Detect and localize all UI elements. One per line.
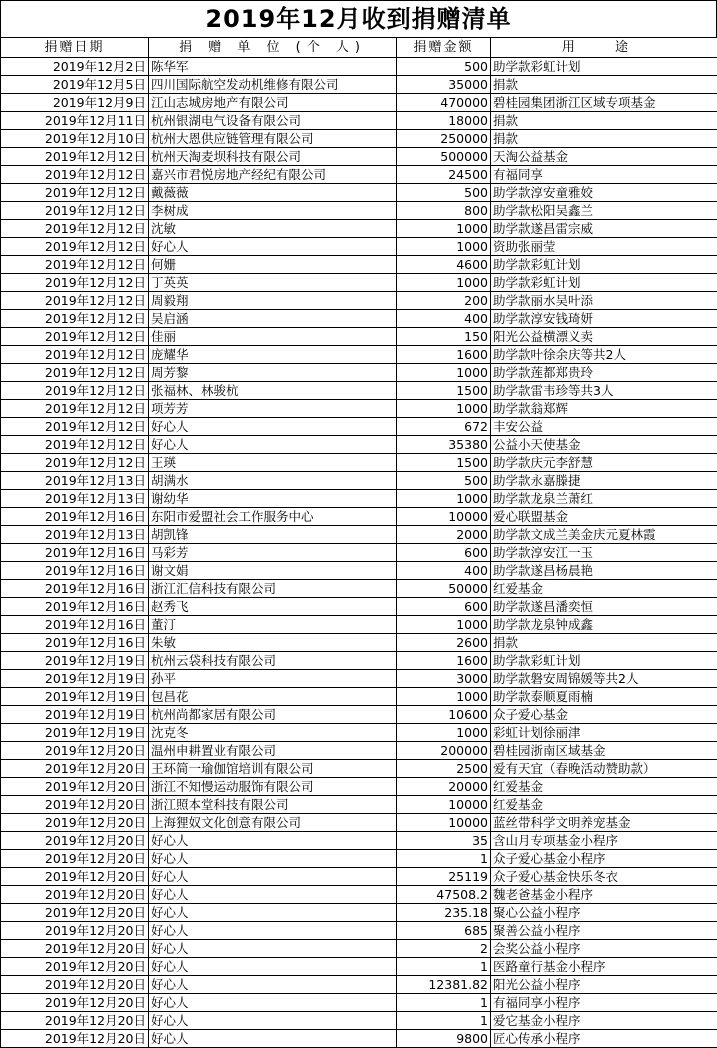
- table-row: [1, 238, 717, 256]
- cell-use[interactable]: 爱有天宜（春晚活动赞助款）: [491, 760, 717, 778]
- cell-amount[interactable]: 600: [397, 598, 491, 616]
- table-row: [1, 886, 717, 904]
- table-row: [1, 580, 717, 598]
- table-row: [1, 76, 717, 94]
- cell-amount[interactable]: 10000: [397, 796, 491, 814]
- cell-use[interactable]: 助学款遂昌杨晨艳: [491, 562, 717, 580]
- cell-donor[interactable]: 吴启涵: [149, 310, 397, 328]
- table-row: [1, 724, 717, 742]
- cell-amount[interactable]: 1000: [397, 616, 491, 634]
- cell-amount[interactable]: 4600: [397, 256, 491, 274]
- cell-amount[interactable]: 400: [397, 562, 491, 580]
- cell-date[interactable]: 2019年12月12日: [1, 418, 149, 436]
- table-row: [1, 202, 717, 220]
- table-row: [1, 1012, 717, 1030]
- table-row: [1, 742, 717, 760]
- cell-donor[interactable]: 好心人: [149, 238, 397, 256]
- cell-donor[interactable]: 胡满水: [149, 472, 397, 490]
- cell-use[interactable]: 彩虹计划徐丽津: [491, 724, 717, 742]
- table-row: [1, 796, 717, 814]
- table-row: [1, 508, 717, 526]
- cell-amount[interactable]: 9800: [397, 1030, 491, 1048]
- cell-date[interactable]: 2019年12月20日: [1, 778, 149, 796]
- cell-donor[interactable]: 周芳黎: [149, 364, 397, 382]
- table-row: [1, 922, 717, 940]
- cell-donor[interactable]: 上海狸奴文化创意有限公司: [149, 814, 397, 832]
- cell-date[interactable]: 2019年12月12日: [1, 292, 149, 310]
- cell-amount[interactable]: 3000: [397, 670, 491, 688]
- table-row: [1, 328, 717, 346]
- cell-use[interactable]: 医路童行基金小程序: [491, 958, 717, 976]
- table-row: [1, 634, 717, 652]
- cell-date[interactable]: 2019年12月12日: [1, 310, 149, 328]
- cell-donor[interactable]: 项芳芳: [149, 400, 397, 418]
- cell-donor[interactable]: 周毅翔: [149, 292, 397, 310]
- cell-donor[interactable]: 好心人: [149, 832, 397, 850]
- cell-amount[interactable]: 200: [397, 292, 491, 310]
- cell-use[interactable]: 蓝丝带科学文明养宠基金: [491, 814, 717, 832]
- table-row: [1, 832, 717, 850]
- cell-donor[interactable]: 赵秀飞: [149, 598, 397, 616]
- cell-use[interactable]: 助学款彩虹计划: [491, 58, 717, 76]
- table-row: [1, 904, 717, 922]
- cell-date[interactable]: 2019年12月12日: [1, 346, 149, 364]
- cell-donor[interactable]: 胡凯锋: [149, 526, 397, 544]
- table-row: [1, 346, 717, 364]
- cell-date[interactable]: 2019年12月20日: [1, 868, 149, 886]
- table-row: [1, 706, 717, 724]
- cell-use[interactable]: 众子爱心基金快乐冬衣: [491, 868, 717, 886]
- cell-amount[interactable]: 1600: [397, 652, 491, 670]
- table-body: [1, 58, 717, 1048]
- table-row: [1, 184, 717, 202]
- cell-amount[interactable]: 25119: [397, 868, 491, 886]
- cell-donor[interactable]: 浙江照本堂科技有限公司: [149, 796, 397, 814]
- cell-date[interactable]: 2019年12月20日: [1, 886, 149, 904]
- cell-date[interactable]: 2019年12月9日: [1, 94, 149, 112]
- table-row: [1, 364, 717, 382]
- cell-donor[interactable]: 陈华军: [149, 58, 397, 76]
- cell-use[interactable]: 有福同享: [491, 166, 717, 184]
- table-row: [1, 652, 717, 670]
- cell-amount[interactable]: 250000: [397, 130, 491, 148]
- cell-date[interactable]: 2019年12月20日: [1, 760, 149, 778]
- cell-amount[interactable]: 685: [397, 922, 491, 940]
- cell-use[interactable]: 捐款: [491, 76, 717, 94]
- table-row: [1, 148, 717, 166]
- cell-amount[interactable]: 800: [397, 202, 491, 220]
- cell-date[interactable]: 2019年12月20日: [1, 1030, 149, 1048]
- cell-amount[interactable]: 1000: [397, 364, 491, 382]
- cell-amount[interactable]: 2000: [397, 526, 491, 544]
- cell-amount[interactable]: 200000: [397, 742, 491, 760]
- table-row: [1, 976, 717, 994]
- cell-date[interactable]: 2019年12月20日: [1, 850, 149, 868]
- table-row: [1, 436, 717, 454]
- cell-donor[interactable]: 嘉兴市君悦房地产经纪有限公司: [149, 166, 397, 184]
- cell-date[interactable]: 2019年12月12日: [1, 238, 149, 256]
- cell-amount[interactable]: 2500: [397, 760, 491, 778]
- cell-amount[interactable]: 1500: [397, 382, 491, 400]
- cell-amount[interactable]: 18000: [397, 112, 491, 130]
- table-row: [1, 868, 717, 886]
- cell-use[interactable]: 含山月专项基金小程序: [491, 832, 717, 850]
- table-row: [1, 490, 717, 508]
- cell-donor[interactable]: 王环简一瑜伽馆培训有限公司: [149, 760, 397, 778]
- cell-amount[interactable]: 1: [397, 994, 491, 1012]
- cell-use[interactable]: 爱它基金小程序: [491, 1012, 717, 1030]
- cell-date[interactable]: 2019年12月16日: [1, 616, 149, 634]
- cell-use[interactable]: 助学款遂昌潘奕恒: [491, 598, 717, 616]
- cell-use[interactable]: 助学款龙泉钟成鑫: [491, 616, 717, 634]
- header-row: [1, 38, 717, 58]
- cell-use[interactable]: 助学款淳安江一玉: [491, 544, 717, 562]
- cell-amount[interactable]: 1000: [397, 274, 491, 292]
- cell-date[interactable]: 2019年12月19日: [1, 670, 149, 688]
- cell-date[interactable]: 2019年12月20日: [1, 796, 149, 814]
- table-row: [1, 310, 717, 328]
- cell-use[interactable]: 捐款: [491, 634, 717, 652]
- cell-date[interactable]: 2019年12月19日: [1, 706, 149, 724]
- cell-amount[interactable]: 35380: [397, 436, 491, 454]
- cell-donor[interactable]: 好心人: [149, 904, 397, 922]
- cell-amount[interactable]: 1000: [397, 238, 491, 256]
- cell-amount[interactable]: 35: [397, 832, 491, 850]
- cell-amount[interactable]: 1000: [397, 220, 491, 238]
- cell-amount[interactable]: 1000: [397, 724, 491, 742]
- cell-date[interactable]: 2019年12月20日: [1, 940, 149, 958]
- table-row: [1, 670, 717, 688]
- cell-date[interactable]: 2019年12月16日: [1, 508, 149, 526]
- cell-use[interactable]: 聚善公益小程序: [491, 922, 717, 940]
- cell-donor[interactable]: 杭州云袋科技有限公司: [149, 652, 397, 670]
- header-amount[interactable]: 捐赠金额: [397, 38, 491, 58]
- table-row: [1, 130, 717, 148]
- cell-use[interactable]: 魏老爸基金小程序: [491, 886, 717, 904]
- cell-use[interactable]: 捐款: [491, 130, 717, 148]
- cell-use[interactable]: 聚心公益小程序: [491, 904, 717, 922]
- cell-donor[interactable]: 好心人: [149, 850, 397, 868]
- cell-use[interactable]: 红爱基金: [491, 796, 717, 814]
- cell-use[interactable]: 会奖公益小程序: [491, 940, 717, 958]
- cell-donor[interactable]: 戴薇薇: [149, 184, 397, 202]
- cell-use[interactable]: 众子爱心基金: [491, 706, 717, 724]
- cell-date[interactable]: 2019年12月12日: [1, 436, 149, 454]
- table-row: [1, 616, 717, 634]
- cell-donor[interactable]: 朱敏: [149, 634, 397, 652]
- cell-use[interactable]: 助学款磐安周锦媛等共2人: [491, 670, 717, 688]
- cell-amount[interactable]: 500: [397, 472, 491, 490]
- cell-amount[interactable]: 12381.82: [397, 976, 491, 994]
- header-use[interactable]: 用 途: [491, 38, 717, 58]
- cell-donor[interactable]: 董汀: [149, 616, 397, 634]
- cell-use[interactable]: 匠心传承小程序: [491, 1030, 717, 1048]
- table-row: [1, 112, 717, 130]
- cell-amount[interactable]: 150: [397, 328, 491, 346]
- cell-use[interactable]: 天淘公益基金: [491, 148, 717, 166]
- cell-date[interactable]: 2019年12月12日: [1, 274, 149, 292]
- cell-amount[interactable]: 235.18: [397, 904, 491, 922]
- header-donor[interactable]: 捐 赠 单 位 (个 人): [149, 38, 397, 58]
- cell-amount[interactable]: 500: [397, 58, 491, 76]
- cell-donor[interactable]: 江山志城房地产有限公司: [149, 94, 397, 112]
- cell-donor[interactable]: 谢文娟: [149, 562, 397, 580]
- cell-amount[interactable]: 1000: [397, 400, 491, 418]
- cell-amount[interactable]: 500: [397, 184, 491, 202]
- cell-use[interactable]: 助学款泰顺夏雨楠: [491, 688, 717, 706]
- table-row: [1, 292, 717, 310]
- cell-use[interactable]: 公益小天使基金: [491, 436, 717, 454]
- cell-date[interactable]: 2019年12月2日: [1, 58, 149, 76]
- table-row: [1, 688, 717, 706]
- cell-date[interactable]: 2019年12月20日: [1, 904, 149, 922]
- cell-donor[interactable]: 杭州天淘麦坝科技有限公司: [149, 148, 397, 166]
- cell-use[interactable]: 阳光公益横漂义卖: [491, 328, 717, 346]
- cell-donor[interactable]: 杭州银湖电气设备有限公司: [149, 112, 397, 130]
- cell-date[interactable]: 2019年12月13日: [1, 490, 149, 508]
- cell-use[interactable]: 碧桂园集团浙江区域专项基金: [491, 94, 717, 112]
- cell-use[interactable]: 资助张丽莹: [491, 238, 717, 256]
- table-row: [1, 814, 717, 832]
- cell-donor[interactable]: 四川国际航空发动机维修有限公司: [149, 76, 397, 94]
- cell-date[interactable]: 2019年12月12日: [1, 364, 149, 382]
- cell-date[interactable]: 2019年12月20日: [1, 994, 149, 1012]
- cell-donor[interactable]: 浙江不知慢运动服饰有限公司: [149, 778, 397, 796]
- table-row: [1, 382, 717, 400]
- cell-amount[interactable]: 10600: [397, 706, 491, 724]
- cell-amount[interactable]: 470000: [397, 94, 491, 112]
- table-row: [1, 778, 717, 796]
- cell-donor[interactable]: 孙平: [149, 670, 397, 688]
- cell-amount[interactable]: 600: [397, 544, 491, 562]
- cell-date[interactable]: 2019年12月19日: [1, 724, 149, 742]
- table-row: [1, 994, 717, 1012]
- cell-amount[interactable]: 50000: [397, 580, 491, 598]
- cell-use[interactable]: 助学款遂昌雷宗威: [491, 220, 717, 238]
- cell-donor[interactable]: 杭州尚都家居有限公司: [149, 706, 397, 724]
- cell-use[interactable]: 助学款彩虹计划: [491, 256, 717, 274]
- cell-use[interactable]: 助学款松阳吴鑫兰: [491, 202, 717, 220]
- cell-date[interactable]: 2019年12月16日: [1, 634, 149, 652]
- table-row: [1, 454, 717, 472]
- cell-donor[interactable]: 丁英英: [149, 274, 397, 292]
- cell-donor[interactable]: 好心人: [149, 994, 397, 1012]
- cell-amount[interactable]: 1: [397, 958, 491, 976]
- cell-date[interactable]: 2019年12月12日: [1, 202, 149, 220]
- cell-date[interactable]: 2019年12月12日: [1, 400, 149, 418]
- cell-donor[interactable]: 王瑛: [149, 454, 397, 472]
- cell-date[interactable]: 2019年12月12日: [1, 382, 149, 400]
- cell-date[interactable]: 2019年12月16日: [1, 580, 149, 598]
- cell-amount[interactable]: 10000: [397, 814, 491, 832]
- cell-amount[interactable]: 672: [397, 418, 491, 436]
- header-date[interactable]: 捐赠日期: [1, 38, 149, 58]
- cell-date[interactable]: 2019年12月13日: [1, 472, 149, 490]
- cell-date[interactable]: 2019年12月12日: [1, 220, 149, 238]
- cell-donor[interactable]: 好心人: [149, 1030, 397, 1048]
- cell-donor[interactable]: 好心人: [149, 958, 397, 976]
- cell-date[interactable]: 2019年12月16日: [1, 562, 149, 580]
- cell-use[interactable]: 助学款永嘉滕捷: [491, 472, 717, 490]
- cell-date[interactable]: 2019年12月20日: [1, 832, 149, 850]
- table-row: [1, 940, 717, 958]
- cell-use[interactable]: 助学款庆元李舒慧: [491, 454, 717, 472]
- table-row: [1, 544, 717, 562]
- table-row: [1, 166, 717, 184]
- cell-date[interactable]: 2019年12月11日: [1, 112, 149, 130]
- cell-date[interactable]: 2019年12月20日: [1, 958, 149, 976]
- table-row: [1, 526, 717, 544]
- cell-use[interactable]: 助学款文成兰美金庆元夏林霞: [491, 526, 717, 544]
- cell-amount[interactable]: 2600: [397, 634, 491, 652]
- cell-donor[interactable]: 好心人: [149, 1012, 397, 1030]
- cell-amount[interactable]: 1000: [397, 490, 491, 508]
- cell-donor[interactable]: 好心人: [149, 922, 397, 940]
- cell-donor[interactable]: 谢幼华: [149, 490, 397, 508]
- cell-donor[interactable]: 东阳市爱盟社会工作服务中心: [149, 508, 397, 526]
- cell-amount[interactable]: 1500: [397, 454, 491, 472]
- cell-donor[interactable]: 何姗: [149, 256, 397, 274]
- cell-date[interactable]: 2019年12月19日: [1, 688, 149, 706]
- cell-donor[interactable]: 包昌花: [149, 688, 397, 706]
- donation-table: [0, 37, 717, 1048]
- table-row: [1, 220, 717, 238]
- cell-use[interactable]: 红爱基金: [491, 778, 717, 796]
- cell-date[interactable]: 2019年12月16日: [1, 544, 149, 562]
- cell-date[interactable]: 2019年12月12日: [1, 148, 149, 166]
- cell-use[interactable]: 碧桂园浙南区域基金: [491, 742, 717, 760]
- cell-date[interactable]: 2019年12月20日: [1, 922, 149, 940]
- cell-amount[interactable]: 1000: [397, 688, 491, 706]
- cell-use[interactable]: 捐款: [491, 112, 717, 130]
- cell-amount[interactable]: 47508.2: [397, 886, 491, 904]
- table-row: [1, 274, 717, 292]
- cell-date[interactable]: 2019年12月20日: [1, 1012, 149, 1030]
- cell-donor[interactable]: 沈克冬: [149, 724, 397, 742]
- table-row: [1, 418, 717, 436]
- table-row: [1, 1030, 717, 1048]
- cell-date[interactable]: 2019年12月13日: [1, 526, 149, 544]
- cell-amount[interactable]: 400: [397, 310, 491, 328]
- table-row: [1, 562, 717, 580]
- cell-use[interactable]: 丰安公益: [491, 418, 717, 436]
- cell-date[interactable]: 2019年12月20日: [1, 742, 149, 760]
- cell-use[interactable]: 众子爱心基金小程序: [491, 850, 717, 868]
- cell-amount[interactable]: 35000: [397, 76, 491, 94]
- cell-donor[interactable]: 李树成: [149, 202, 397, 220]
- cell-use[interactable]: 助学款淳安童雅姣: [491, 184, 717, 202]
- cell-donor[interactable]: 张福林、林骏杭: [149, 382, 397, 400]
- cell-date[interactable]: 2019年12月16日: [1, 598, 149, 616]
- cell-use[interactable]: 助学款雷韦珍等共3人: [491, 382, 717, 400]
- cell-use[interactable]: 助学款翁郑辉: [491, 400, 717, 418]
- table-row: [1, 400, 717, 418]
- cell-date[interactable]: 2019年12月19日: [1, 652, 149, 670]
- cell-use[interactable]: 助学款莲都郑贵玲: [491, 364, 717, 382]
- cell-use[interactable]: 助学款丽水吴叶添: [491, 292, 717, 310]
- cell-use[interactable]: 有福同享小程序: [491, 994, 717, 1012]
- table-row: [1, 760, 717, 778]
- cell-amount[interactable]: 24500: [397, 166, 491, 184]
- cell-donor[interactable]: 浙江汇信科技有限公司: [149, 580, 397, 598]
- cell-amount[interactable]: 20000: [397, 778, 491, 796]
- cell-use[interactable]: 助学款叶徐余庆等共2人: [491, 346, 717, 364]
- cell-donor[interactable]: 马彩芳: [149, 544, 397, 562]
- cell-amount[interactable]: 1: [397, 850, 491, 868]
- cell-use[interactable]: 阳光公益小程序: [491, 976, 717, 994]
- cell-use[interactable]: 爱心联盟基金: [491, 508, 717, 526]
- cell-use[interactable]: 红爱基金: [491, 580, 717, 598]
- table-row: [1, 472, 717, 490]
- cell-donor[interactable]: 温州申耕置业有限公司: [149, 742, 397, 760]
- cell-donor[interactable]: 好心人: [149, 418, 397, 436]
- cell-donor[interactable]: 好心人: [149, 940, 397, 958]
- table-row: [1, 94, 717, 112]
- cell-amount[interactable]: 1600: [397, 346, 491, 364]
- cell-donor[interactable]: 杭州大恩供应链管理有限公司: [149, 130, 397, 148]
- cell-date[interactable]: 2019年12月12日: [1, 256, 149, 274]
- cell-date[interactable]: 2019年12月12日: [1, 454, 149, 472]
- cell-use[interactable]: 助学款彩虹计划: [491, 274, 717, 292]
- cell-date[interactable]: 2019年12月12日: [1, 184, 149, 202]
- cell-donor[interactable]: 好心人: [149, 886, 397, 904]
- cell-amount[interactable]: 10000: [397, 508, 491, 526]
- cell-use[interactable]: 助学款淳安钱琦妍: [491, 310, 717, 328]
- cell-use[interactable]: 助学款彩虹计划: [491, 652, 717, 670]
- cell-date[interactable]: 2019年12月12日: [1, 166, 149, 184]
- cell-donor[interactable]: 好心人: [149, 976, 397, 994]
- cell-date[interactable]: 2019年12月20日: [1, 976, 149, 994]
- cell-donor[interactable]: 好心人: [149, 436, 397, 454]
- cell-donor[interactable]: 庞耀华: [149, 346, 397, 364]
- cell-donor[interactable]: 佳丽: [149, 328, 397, 346]
- cell-donor[interactable]: 沈敏: [149, 220, 397, 238]
- table-row: [1, 850, 717, 868]
- table-row: [1, 256, 717, 274]
- cell-amount[interactable]: 500000: [397, 148, 491, 166]
- cell-date[interactable]: 2019年12月20日: [1, 814, 149, 832]
- table-row: [1, 598, 717, 616]
- cell-date[interactable]: 2019年12月5日: [1, 76, 149, 94]
- cell-date[interactable]: 2019年12月10日: [1, 130, 149, 148]
- table-row: [1, 58, 717, 76]
- cell-donor[interactable]: 好心人: [149, 868, 397, 886]
- cell-date[interactable]: 2019年12月12日: [1, 328, 149, 346]
- table-row: [1, 958, 717, 976]
- sheet-title: 2019年12月收到捐赠清单: [0, 0, 717, 37]
- cell-use[interactable]: 助学款龙泉兰萧红: [491, 490, 717, 508]
- cell-amount[interactable]: 2: [397, 940, 491, 958]
- cell-amount[interactable]: 1: [397, 1012, 491, 1030]
